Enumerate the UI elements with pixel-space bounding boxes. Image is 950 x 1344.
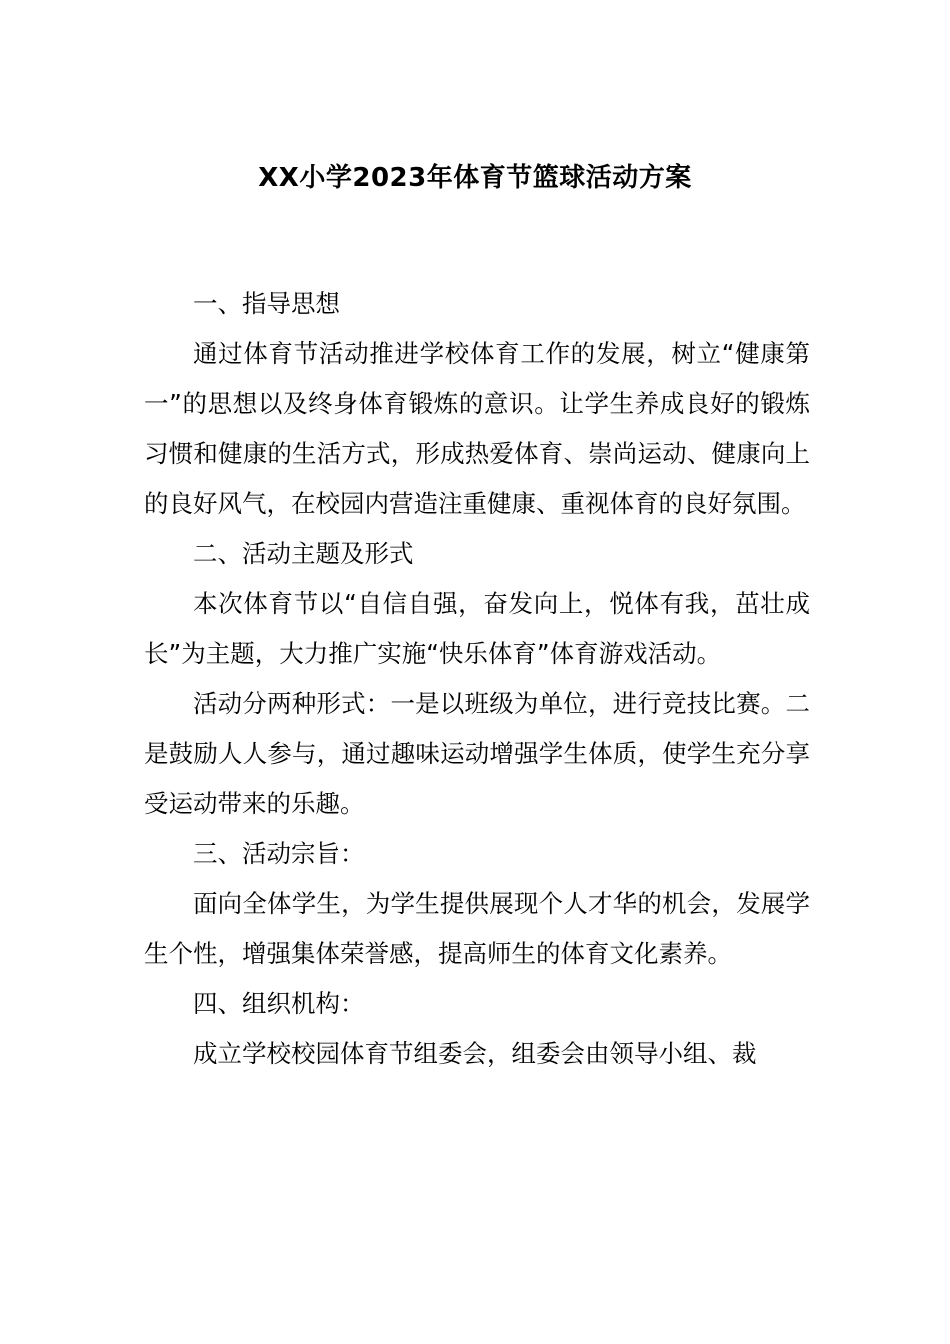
- document-body: [144, 279, 810, 1079]
- paragraph-purpose: 面向全体学生，为学生提供展现个人才华的机会，发展学生个性，增强集体荣誉感，提高师生的体育文化素养。: [144, 889, 810, 968]
- paragraph-activity-forms: 活动分两种形式：一是以班级为单位，进行竞技比赛。二是鼓励人人参与，通过趣味运动增强学生体质，使学生充分享受运动带来的乐趣。: [144, 689, 810, 818]
- paragraph-guiding-ideology: 通过体育节活动推进学校体育工作的发展，树立“健康第一”的思想以及终身体育锻炼的意识。让学生养成良好的锻炼习惯和健康的生活方式，形成热爱体育、崇尚运动、健康向上的良好风气，在校园内营造注重健康、重视体育的良好氛围。: [144, 339, 810, 518]
- section-heading-organization: 四、组织机构：: [193, 989, 365, 1018]
- paragraph-organization: 成立学校校园体育节组委会，组委会由领导小组、裁: [193, 1039, 757, 1068]
- section-heading-guiding-ideology: 一、指导思想: [193, 289, 340, 318]
- paragraph-theme: 本次体育节以“自信自强，奋发向上，悦体有我，茁壮成长”为主题，大力推广实施“快乐体育”体育游戏活动。: [144, 589, 810, 668]
- section-heading-theme-and-form: 二、活动主题及形式: [193, 539, 414, 568]
- document-title: XX小学2023年体育节篮球活动方案: [258, 163, 692, 193]
- section-heading-purpose: 三、活动宗旨：: [193, 839, 365, 868]
